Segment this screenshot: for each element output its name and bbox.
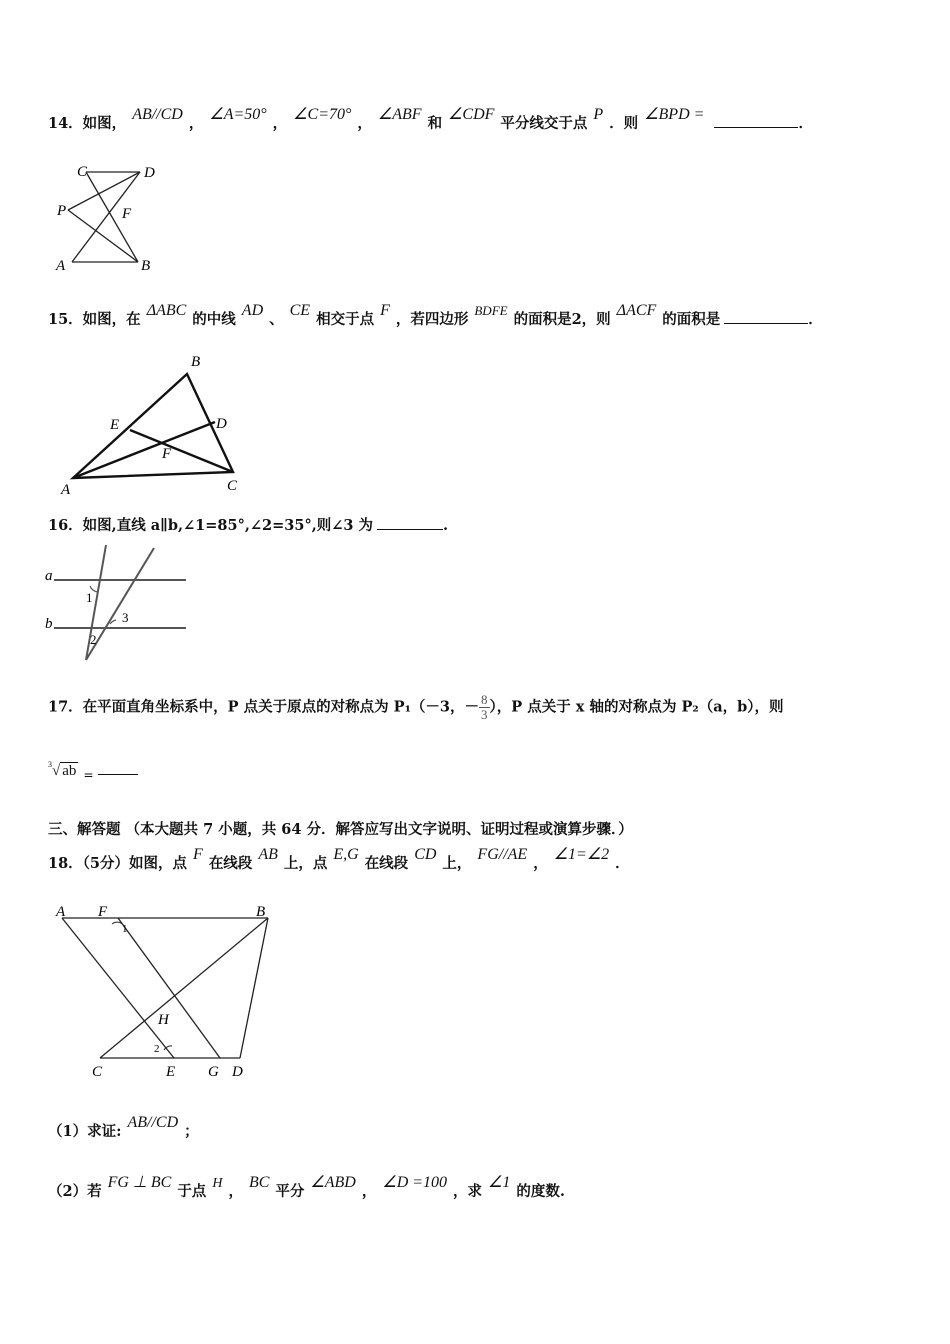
- question-18-part-2: （2）若FG ⊥ BC于点 H ，BC平分∠ABD，∠D =100，求∠1的度数.: [48, 1174, 565, 1200]
- label-E: E: [166, 1064, 176, 1080]
- question-17-answer: $^3$√ ab $_=$: [48, 762, 138, 780]
- question-16: 16．如图,直线 a∥b,∠1=85°,∠2=35°,则∠3 为 .: [48, 517, 449, 534]
- label-b: b: [45, 616, 53, 632]
- fraction: $\frac{8}{3}$: [481, 692, 488, 722]
- figure-q16: [44, 540, 194, 665]
- label-E: E: [110, 417, 120, 433]
- question-14: 14．如图，AB//CD，∠A=50°，∠C=70°，∠ABF和∠CDF平分线交于点P．则∠BPD =．: [48, 106, 813, 132]
- label-A: A: [56, 258, 66, 274]
- question-15: 15．如图，在ΔABC的中线AD、CE相交于点F，若四边形BDFE的面积是2，则ΔACF的面积是 ．: [48, 302, 823, 328]
- answer-blank-17[interactable]: [98, 762, 138, 775]
- figure-q15: [55, 350, 255, 498]
- label-angle-2: 2: [90, 632, 97, 647]
- cube-root: $^3$√ ab: [48, 760, 77, 779]
- label-angle-2: 2: [154, 1043, 160, 1055]
- label-B: B: [141, 258, 151, 274]
- label-C: C: [92, 1064, 103, 1080]
- label-B: B: [256, 904, 266, 920]
- figure-q14: [50, 158, 170, 276]
- label-angle-1: 1: [86, 590, 93, 605]
- question-17: 17．在平面直角坐标系中，P 点关于原点的对称点为 P₁（－3，－ $\frac{8}{3}$），P 点关于 x 轴的对称点为 P₂（a，b），则: [48, 692, 784, 722]
- figure-q18: [50, 898, 290, 1086]
- label-H: H: [158, 1012, 169, 1028]
- label-angle-3: 3: [122, 610, 129, 625]
- answer-blank-16[interactable]: [377, 517, 443, 530]
- answer-blank-14[interactable]: [714, 115, 798, 128]
- section-3-heading: 三、解答题 （本大题共 7 小题，共 64 分．解答应写出文字说明、证明过程或演算步骤．）: [48, 821, 633, 838]
- label-C: C: [77, 164, 88, 180]
- label-a: a: [45, 568, 53, 584]
- label-D: D: [144, 165, 155, 181]
- label-A: A: [61, 482, 71, 498]
- label-angle-1: 1: [122, 923, 128, 935]
- label-B: B: [191, 354, 201, 370]
- label-D: D: [216, 416, 227, 432]
- label-D: D: [232, 1064, 243, 1080]
- question-18-part-1: （1）求证:AB//CD；: [48, 1114, 199, 1140]
- label-A: A: [56, 904, 66, 920]
- label-C: C: [227, 478, 238, 494]
- label-F: F: [98, 904, 108, 920]
- label-F: F: [162, 446, 172, 462]
- question-18: 18．（5分）如图，点F在线段AB上，点E,G在线段CD上，FG//AE，∠1=∠2．: [48, 846, 630, 872]
- answer-blank-15[interactable]: [724, 311, 808, 324]
- label-P: P: [57, 203, 67, 219]
- label-G: G: [208, 1064, 219, 1080]
- label-F: F: [122, 206, 132, 222]
